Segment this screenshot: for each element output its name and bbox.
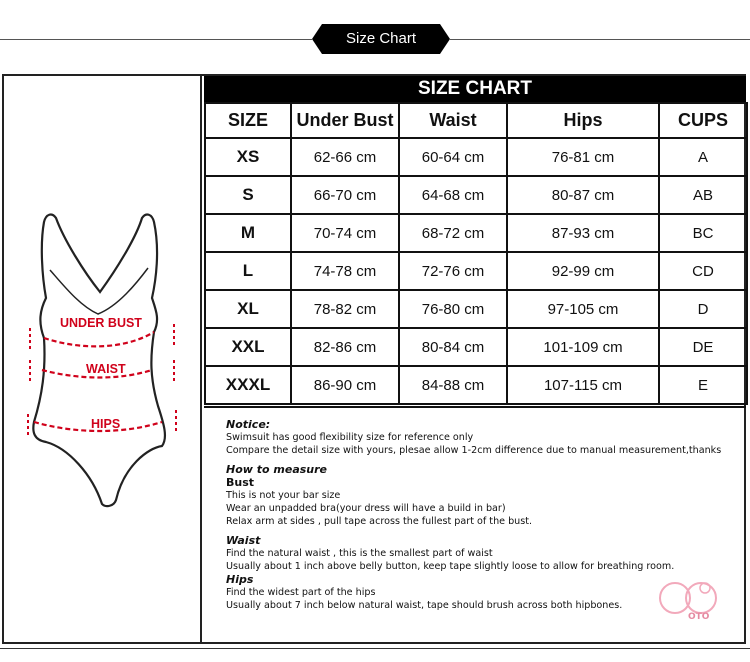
size-chart-table [204,102,748,405]
waist-label: WAIST [86,362,126,376]
waist-cell: 84-88 cm [399,366,507,404]
under-bust-label: UNDER BUST [60,316,142,330]
table-row [205,328,747,366]
under-bust-cell: 70-74 cm [291,214,399,252]
header-rule-right [450,39,750,40]
table-row [205,176,747,214]
bust-heading: Bust [226,476,255,489]
how-to-measure-heading: How to measure [226,463,328,476]
hips-heading: Hips [226,573,254,586]
table-row [205,214,747,252]
cups-cell: AB [659,176,747,214]
waist-cell: 76-80 cm [399,290,507,328]
cups-cell: DE [659,328,747,366]
size-cell: XXXL [205,366,291,404]
under-bust-cell: 86-90 cm [291,366,399,404]
hips-cell: 87-93 cm [507,214,659,252]
notice-line: Compare the detail size with yours, plesae allow 1-2cm difference due to manual measurement,thanks [226,445,722,456]
size-cell: XL [205,290,291,328]
column-header-size: SIZE [205,103,291,138]
waist-cell: 80-84 cm [399,328,507,366]
table-row [205,138,747,176]
cups-cell: BC [659,214,747,252]
size-cell: XS [205,138,291,176]
notice-line: Swimsuit has good flexibility size for reference only [226,432,474,443]
hips-line: Find the widest part of the hips [226,587,376,598]
bust-line: Wear an unpadded bra(your dress will have a build in bar) [226,503,506,514]
waist-cell: 60-64 cm [399,138,507,176]
hips-cell: 97-105 cm [507,290,659,328]
waist-cell: 68-72 cm [399,214,507,252]
size-cell: M [205,214,291,252]
size-chart-title: SIZE CHART [204,76,746,102]
header-rule-left [0,39,312,40]
under-bust-cell: 66-70 cm [291,176,399,214]
hips-cell: 80-87 cm [507,176,659,214]
table-header-row [205,103,747,138]
hips-cell: 92-99 cm [507,252,659,290]
waist-line: Find the natural waist , this is the smallest part of waist [226,548,493,559]
size-chart-header-tab [312,24,450,54]
under-bust-cell: 74-78 cm [291,252,399,290]
bust-line: This is not your bar size [226,490,341,501]
under-bust-cell: 62-66 cm [291,138,399,176]
cups-cell: A [659,138,747,176]
waist-cell: 72-76 cm [399,252,507,290]
under-bust-cell: 78-82 cm [291,290,399,328]
bottom-rule [0,648,750,649]
hips-cell: 107-115 cm [507,366,659,404]
hips-line: Usually about 7 inch below natural waist, tape should brush across both hipbones. [226,600,623,611]
waist-line: Usually about 1 inch above belly button, keep tape slightly loose to allow for breathing room. [226,561,675,572]
column-header-hips: Hips [507,103,659,138]
header-tab-label: Size Chart [345,30,417,47]
column-header-waist: Waist [399,103,507,138]
under-bust-cell: 82-86 cm [291,328,399,366]
waist-cell: 64-68 cm [399,176,507,214]
cups-cell: E [659,366,747,404]
cups-cell: CD [659,252,747,290]
size-cell: S [205,176,291,214]
table-row [205,366,747,404]
column-header-under-bust: Under Bust [291,103,399,138]
size-cell: XXL [205,328,291,366]
watermark-text: OTO [688,612,710,622]
waist-heading: Waist [226,534,261,547]
hips-cell: 76-81 cm [507,138,659,176]
bust-line: Relax arm at sides , pull tape across the fullest part of the bust. [226,516,533,527]
column-header-cups: CUPS [659,103,747,138]
size-cell: L [205,252,291,290]
table-row [205,290,747,328]
hips-label: HIPS [91,417,121,431]
hips-cell: 101-109 cm [507,328,659,366]
notice-heading: Notice: [226,418,271,431]
table-row [205,252,747,290]
cups-cell: D [659,290,747,328]
